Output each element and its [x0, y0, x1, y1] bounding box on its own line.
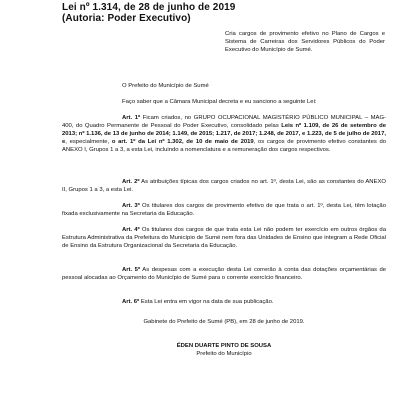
article-3: Art. 3º Os titulares dos cargos de provimento efetivo de que trata o art. 1º, desta Lei, têm lotação fixada exclusivamente na Secretaria da Educação.	[62, 203, 386, 217]
article-1: Art. 1º Ficam criados, no GRUPO OCUPACIONAL MAGISTÉRIO PÚBLICO MUNICIPAL – MAG-400, do Quadro Permanente de Pessoal do Poder Executivo, consolidado pelas Leis nº 1.109, de 26 de setembro de 2013; nº 1.136, de 13 de junho de 2014; 1.149, de 2015; 1.217, de 2017; 1.248, de 2017, e 1.223, de 5 de julho de 2017, e, especialmente, o art. 1º da Lei nº 1.302, de 10 de maio de 2019, os cargos de provimento efetivo constantes do ANEXO I, Grupos 1 a 3, a esta Lei, incluindo a nomenclatura e a remuneração dos cargos respectivos.	[62, 115, 387, 153]
article-4: Art. 4º Os titulares dos cargos de que trata esta Lei não podem ter exercício em outros órgãos da Estrutura Administrativa da Prefeitura do Município de Sumé nem fora das Unidades de Ensino que integram a Rede Oficial de Ensino da Estrutura Organizacional da Secretaria da Educação.	[62, 227, 386, 249]
article-label: Art. 3º	[122, 203, 140, 209]
law-header	[62, 2, 235, 24]
mayor-line: O Prefeito do Município de Sumé	[122, 83, 209, 89]
article-2: Art. 2º As atribuições típicas dos cargos criados no art. 1º, desta Lei, são as constantes do ANEXO II, Grupos 1 a 3, a esta Lei.	[62, 179, 386, 193]
article-6: Art. 6º Esta Lei entra em vigor na data de sua publicação.	[122, 299, 274, 305]
article-5: Art. 5º As despesas com a execução desta Lei correrão à conta das dotações orçamentárias de pessoal alocadas ao Orçamento do Município de Sumé para o corrente exercício financeiro.	[62, 267, 386, 281]
article-label: Art. 2º	[122, 179, 140, 185]
law-authorship: (Autoria: Poder Executivo)	[62, 13, 191, 24]
law-summary: Cria cargos de provimento efetivo no Plano de Cargos e Sistema de Carreiras dos Servidores Públicos do Poder Executivo do Município de Sumé.	[225, 31, 385, 53]
proclamation: Faço saber que a Câmara Municipal decreta e eu sanciono a seguinte Lei:	[122, 99, 317, 105]
article-label: Art. 6º	[122, 299, 140, 305]
signatory-role: Prefeito do Município	[196, 351, 252, 357]
signatory-name: ÉDEN DUARTE PINTO DE SOUSA	[176, 343, 272, 349]
article-label: Art. 1º	[122, 115, 141, 121]
closing-line: Gabinete do Prefeito de Sumé (PB), em 28 de junho de 2019.	[143, 319, 305, 325]
article-label: Art. 4º	[122, 227, 140, 233]
signature-block	[62, 342, 386, 358]
article-label: Art. 5º	[122, 267, 141, 273]
law-title: Lei nº 1.314, de 28 de junho de 2019	[62, 2, 236, 13]
